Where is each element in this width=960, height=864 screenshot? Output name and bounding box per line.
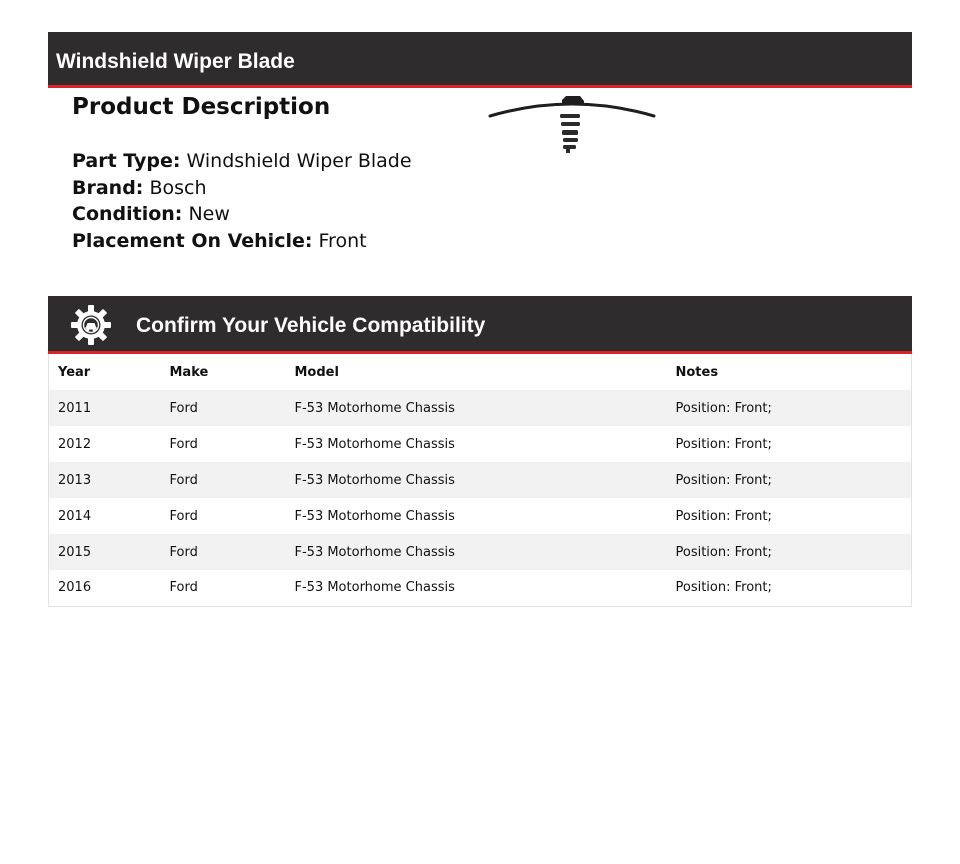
cell-year: 2012 (49, 426, 161, 462)
product-title: Windshield Wiper Blade (56, 49, 295, 73)
spec-value: Front (318, 229, 367, 252)
spec-label: Part Type: (72, 150, 181, 172)
cell-model: F-53 Motorhome Chassis (286, 390, 667, 426)
spec-condition (72, 201, 412, 228)
column-header-year: Year (49, 354, 161, 390)
cell-notes: Position: Front; (667, 426, 912, 462)
cell-make: Ford (161, 462, 286, 498)
cell-year: 2011 (49, 390, 161, 426)
cell-year: 2016 (49, 570, 161, 606)
table-row (49, 426, 912, 462)
product-description-section (48, 88, 912, 296)
table-header-row (49, 354, 912, 390)
compatibility-title: Confirm Your Vehicle Compatibility (136, 314, 486, 337)
cell-notes: Position: Front; (667, 534, 912, 570)
cell-model: F-53 Motorhome Chassis (286, 498, 667, 534)
table-row (49, 390, 912, 426)
column-header-notes: Notes (667, 354, 912, 390)
table-row (49, 462, 912, 498)
wiper-blade-image (488, 94, 656, 160)
cell-notes: Position: Front; (667, 462, 912, 498)
spec-label: Brand: (72, 176, 144, 199)
cell-model: F-53 Motorhome Chassis (286, 570, 667, 606)
cell-model: F-53 Motorhome Chassis (286, 462, 667, 498)
compatibility-table (48, 354, 912, 607)
spec-value: New (188, 203, 230, 225)
spec-value: Windshield Wiper Blade (186, 150, 412, 172)
gear-car-icon (70, 304, 112, 346)
cell-model: F-53 Motorhome Chassis (286, 534, 667, 570)
cell-notes: Position: Front; (667, 390, 912, 426)
cell-make: Ford (161, 498, 286, 534)
cell-notes: Position: Front; (667, 570, 912, 606)
table-row (49, 534, 912, 570)
cell-year: 2015 (49, 534, 161, 570)
column-header-make: Make (161, 354, 286, 390)
cell-notes: Position: Front; (667, 498, 912, 534)
column-header-model: Model (286, 354, 667, 390)
spec-label: Condition: (72, 203, 183, 225)
table-row (49, 570, 912, 606)
product-title-bar (48, 32, 912, 88)
spec-list (72, 148, 412, 254)
cell-year: 2013 (49, 462, 161, 498)
product-listing (48, 32, 912, 607)
spec-part-type (72, 148, 412, 175)
spec-label: Placement On Vehicle: (72, 229, 313, 252)
spec-placement (72, 228, 412, 255)
spec-value: Bosch (149, 176, 207, 199)
cell-make: Ford (161, 570, 286, 606)
cell-model: F-53 Motorhome Chassis (286, 426, 667, 462)
spec-brand (72, 175, 412, 202)
cell-make: Ford (161, 534, 286, 570)
cell-make: Ford (161, 390, 286, 426)
compatibility-title-bar (48, 296, 912, 354)
cell-make: Ford (161, 426, 286, 462)
table-row (49, 498, 912, 534)
cell-year: 2014 (49, 498, 161, 534)
description-heading: Product Description (72, 94, 331, 120)
